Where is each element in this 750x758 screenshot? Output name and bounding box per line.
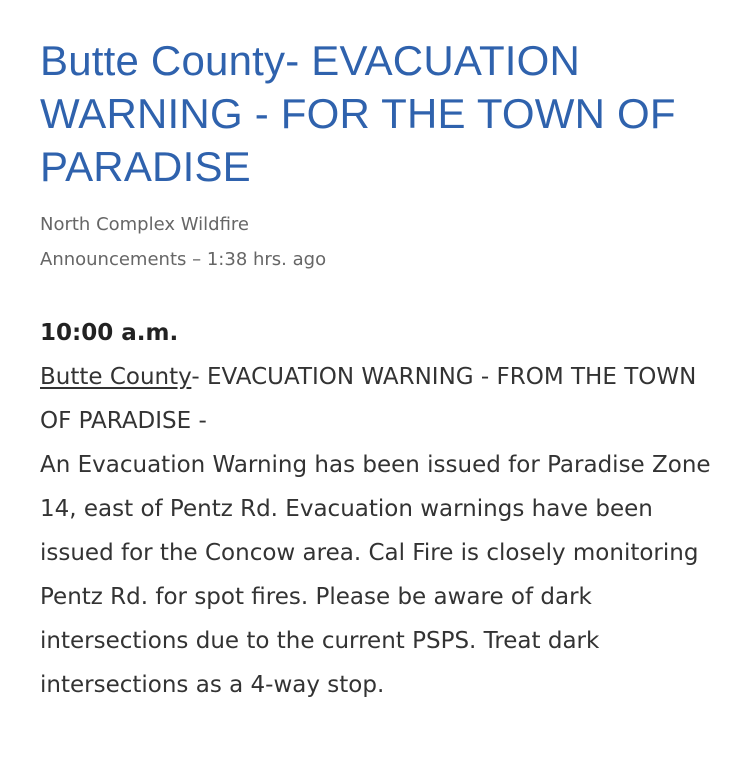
- update-heading: [40, 355, 712, 443]
- meta-separator: –: [186, 249, 207, 270]
- butte-county-link[interactable]: Butte County: [40, 364, 192, 390]
- update-message: An Evacuation Warning has been issued for Paradise Zone 14, east of Pentz Rd. Evacuation warnings have been issued for the Concow area. Cal Fire is closely monitoring Pentz Rd. for spot fires. Please be aware of dark intersections due to the current PSPS. Treat dark intersections as a 4-way stop.: [40, 452, 711, 698]
- article-meta: [40, 207, 712, 277]
- announcement-body: [40, 311, 712, 707]
- page-title[interactable]: Butte County- EVACUATION WARNING - FOR THE TOWN OF PARADISE: [40, 37, 676, 190]
- announcement-article: [40, 34, 712, 707]
- category-label: Announcements: [40, 249, 187, 270]
- posted-time: 1:38 hrs. ago: [206, 249, 327, 270]
- update-heading-text: - EVACUATION WARNING - FROM THE TOWN OF PARADISE -: [40, 364, 697, 434]
- incident-name: North Complex Wildfire: [40, 214, 249, 235]
- update-time: 10:00 a.m.: [40, 320, 179, 346]
- post-info: [40, 242, 712, 277]
